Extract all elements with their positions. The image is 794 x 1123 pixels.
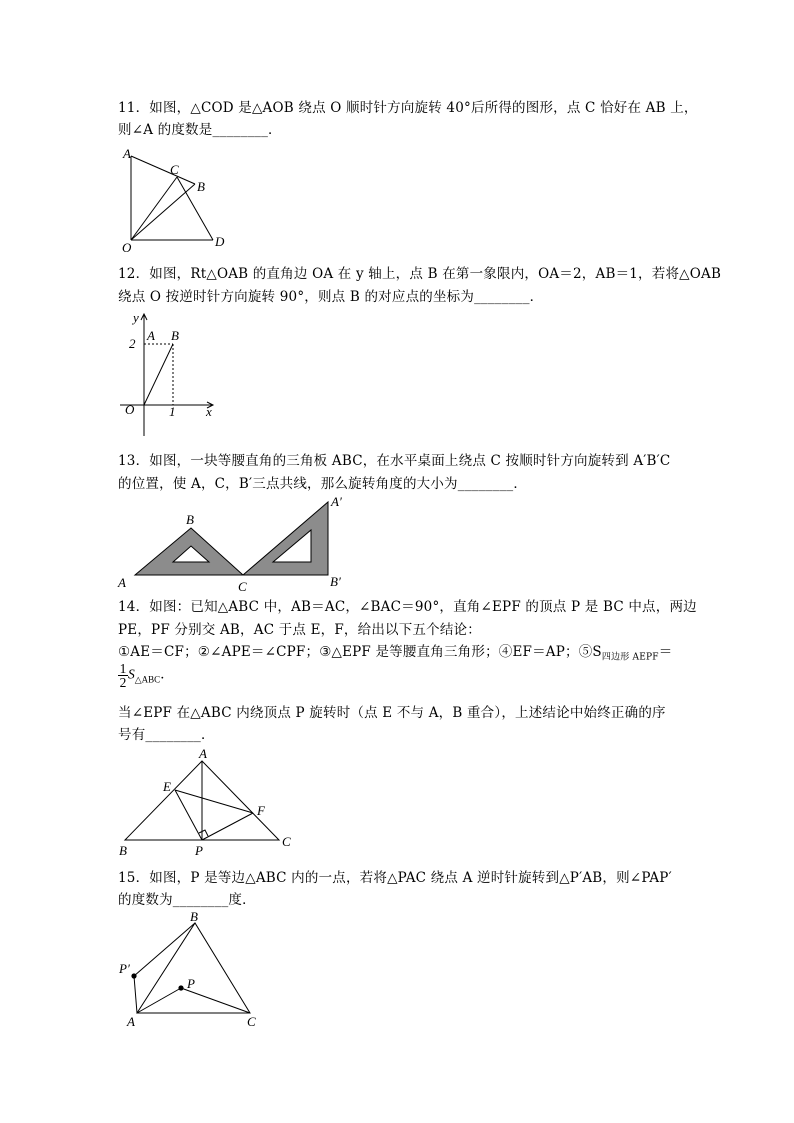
q14-label-b: B [119, 843, 127, 858]
q14-text-line3 [118, 643, 672, 667]
q11-segment-cd [177, 177, 213, 240]
q13-label-a: A [118, 575, 126, 590]
q14-label-p: P [195, 843, 203, 858]
q15-label-c: C [247, 1014, 256, 1029]
q14-segment-pf [202, 813, 253, 840]
q15-point-p [178, 985, 183, 990]
q14-frac-denominator: 2 [119, 675, 127, 690]
q11-text-line1: 11．如图，△COD 是△AOB 绕点 O 顺时针方向旋转 40°后所得的图形，点 C 恰好在 AB 上， [118, 100, 698, 116]
q15-text-line1: 15．如图，P 是等边△ABC 内的一点，若将△PAC 绕点 A 逆时针旋转到△P′AB，则∠PAP′ [118, 870, 672, 886]
q11-segment-ab [131, 156, 195, 184]
q11-text-line2: 则∠A 的度数是________． [118, 122, 282, 138]
q14-line3-main: ①AE＝CF；②∠APE＝∠CPF；③△EPF 是等腰直角三角形；④EF＝AP；⑤S [118, 644, 602, 660]
q15-label-p: P [187, 976, 195, 991]
q11-label-c: C [170, 162, 179, 177]
q14-figure [115, 745, 300, 860]
q12-label-1: 1 [169, 404, 176, 419]
q14-frac-tail: S [128, 666, 135, 682]
q11-segment-oc [131, 177, 177, 240]
q13-triangle-a-prime-b-prime-c [243, 502, 328, 575]
q14-text-line6: 号有________． [118, 727, 215, 743]
q15-label-p-prime: P′ [119, 961, 130, 976]
q14-label-a: A [199, 746, 207, 761]
q12-text-line2: 绕点 O 按逆时针方向旋转 90°，则点 B 的对应点的坐标为________． [118, 289, 544, 305]
q11-label-d: D [215, 234, 225, 249]
q15-segment-ap [137, 988, 181, 1013]
q15-figure [115, 905, 275, 1035]
q12-segment-ob [144, 344, 173, 405]
q14-right-angle-mark [199, 830, 208, 836]
q12-figure [115, 308, 225, 443]
q14-frac-tail-sub: △ABC [134, 674, 161, 685]
q14-line3-sub: 四边形 AEPF [601, 652, 659, 663]
q15-text-line2: 的度数为________度． [118, 892, 256, 908]
q12-label-o: O [125, 402, 135, 417]
q14-segment-pe [175, 790, 202, 840]
q13-text-line2: 的位置，使 A，C，B′三点共线，那么旋转角度的大小为________． [118, 476, 528, 492]
q12-label-x: x [206, 404, 212, 419]
q14-line3-end: ＝ [658, 644, 673, 660]
q11-label-b: B [197, 179, 205, 194]
q15-segment-ap-prime [134, 976, 137, 1013]
q12-label-y: y [133, 310, 139, 325]
q13-label-b-prime: B′ [330, 574, 341, 589]
q15-label-b: B [190, 909, 198, 924]
q15-point-p-prime [131, 973, 136, 978]
q14-fraction-half [118, 662, 174, 689]
q11-label-a: A [123, 146, 131, 161]
q13-label-c: C [238, 579, 247, 594]
q15-triangle-abc [137, 923, 250, 1013]
q11-figure [115, 140, 235, 255]
q12-text-line1: 12．如图，Rt△OAB 的直角边 OA 在 y 轴上，点 B 在第一象限内，OA＝2，AB＝1，若将△OAB [118, 266, 722, 282]
q13-label-b: B [186, 512, 194, 527]
q14-label-c: C [282, 834, 291, 849]
q15-segment-p-prime-b [134, 923, 195, 976]
q12-label-2: 2 [129, 336, 136, 351]
q14-text-line2: PE，PF 分别交 AB，AC 于点 E，F，给出以下五个结论： [118, 622, 481, 638]
q13-label-a-prime: A′ [331, 494, 342, 509]
q14-frac-tail-end: ． [160, 666, 174, 682]
q11-label-o: O [122, 240, 132, 255]
q15-label-a: A [127, 1014, 135, 1029]
q12-label-b: B [171, 328, 179, 343]
q14-label-e: E [163, 779, 171, 794]
q13-text-line1: 13．如图，一块等腰直角的三角板 ABC，在水平桌面上绕点 C 按顺时针方向旋转到 A′B′C [118, 453, 671, 469]
q13-figure [115, 492, 355, 596]
q15-segment-pc [181, 988, 250, 1013]
q12-label-a: A [147, 328, 155, 343]
q14-text-line5: 当∠EPF 在△ABC 内绕顶点 P 旋转时（点 E 不与 A，B 重合），上述结论中始终正确的序 [118, 705, 666, 721]
q14-label-f: F [257, 803, 265, 818]
q14-frac-numerator: 1 [119, 661, 127, 676]
q14-text-line1: 14．如图：已知△ABC 中，AB＝AC，∠BAC＝90°，直角∠EPF 的顶点 P 是 BC 中点，两边 [118, 599, 697, 615]
